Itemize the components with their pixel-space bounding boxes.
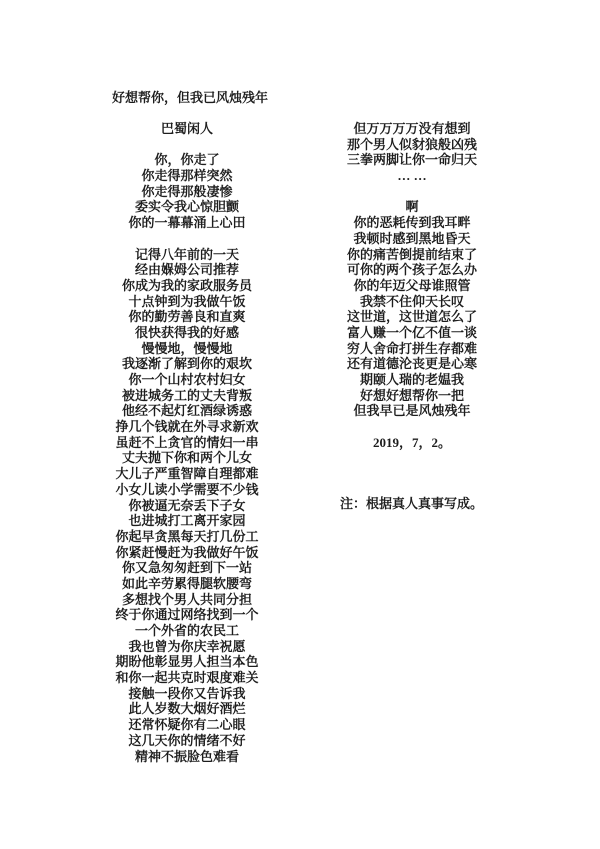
poem-line: 也进城打工离开家园 [128,513,246,529]
poem-author: 巴蜀闲人 [160,121,213,136]
poem-line: 还常怀疑你有二心眼 [128,717,246,733]
poem-line: 期颐人瑞的老媪我 [359,372,464,387]
right-column-lines [272,121,552,419]
poem-line: 还有道德沦丧更是心寒 [346,356,477,372]
poem-line: 你紧赶慢赶为我做好午饭 [115,544,259,560]
poem-line: 精神不振脸色难看 [134,748,239,764]
poem-line: 你成为我的家政服务员 [121,277,252,293]
poem-line: … … [397,168,427,184]
right-column [272,121,552,450]
poem-line: 小女儿读小学需要不少钱 [115,481,259,497]
poem-line: 接触一段你又告诉我 [128,685,246,701]
poem-line: 记得八年前的一天 [134,246,239,262]
poem-line: 你走得那样突然 [141,168,233,184]
poem-line: 一个外省的农民工 [134,623,239,638]
poem-line: 期盼他彰显男人担当本色 [115,654,259,670]
poem-line: 十点钟到为我做午饭 [128,293,246,309]
poem-line: 你被逼无奈丢下子女 [128,497,246,513]
poem-line: 你一个山村农村妇女 [128,372,246,387]
poem-line: 被进城务工的丈夫背叛 [121,387,252,403]
poem-line: 经由媬姆公司推荐 [134,262,239,278]
poem-line: 但万万万万没有想到 [353,121,471,136]
poem-line: 可你的两个孩子怎么办 [346,262,477,278]
poem-title: 好想帮你，但我已风烛残年 [112,90,269,105]
spacer-row [272,419,552,435]
poem-line: 委实令我心惊胆颤 [134,199,239,215]
poem-line: 三拳两脚让你一命归天 [346,152,477,168]
poem-note: 注：根据真人真事写成。 [340,496,484,511]
poem-line: 你又急匆匆赶到下一站 [121,560,252,576]
poem-line: 但我早已是风烛残年 [353,403,471,419]
poem-line: 那个男人似豺狼般凶残 [346,136,477,152]
poem-line: 如此辛劳累得腿软腰弯 [121,575,252,591]
poem-line: 穷人舍命打拼生存都难 [346,340,477,356]
poem-line: 终于你通过网络找到一个 [115,607,259,623]
poem-line: 好想好想帮你一把 [359,387,464,403]
poem-line: 大儿子严重智障自理都难 [115,466,259,482]
poem-line: 你的勤劳善良和直爽 [128,309,246,325]
poem-line: 他经不起灯红酒绿诱惑 [121,403,252,419]
poem-line: 多想找个男人共同分担 [121,591,252,607]
poem-line: 我逐渐了解到你的艰坎 [121,356,252,372]
poem-line: 我顿时感到黑地昏天 [353,230,471,246]
poem-date: 2019，7，2。 [372,434,451,450]
poem-line: 你的恶耗传到我耳畔 [353,215,471,231]
poem-line: 你，你走了 [154,152,220,168]
poem-line: 我也曾为你庆幸祝愿 [128,638,246,654]
poem-line: 和你一起共克时艰度难关 [115,670,259,686]
poem-line: 你的痛苦倒提前结束了 [346,246,477,262]
poem-line: 你的年迈父母谁照管 [353,277,471,293]
poem-line: 你走得那般凄惨 [141,183,233,199]
poem-line: 我禁不住仰天长叹 [359,293,464,309]
poem-line: 虽赶不上贪官的情妇一串 [115,434,259,450]
poem-line: 你的一幕幕涌上心田 [128,215,246,231]
poem-line: 富人赚一个亿不值一谈 [346,324,477,340]
poem-line: 挣几个钱就在外寻求新欢 [115,419,259,435]
poem-line: 丈夫抛下你和两个儿女 [121,450,252,466]
poem-line: 这几天你的情绪不好 [128,732,246,748]
poem-line: 此人岁数大烟好酒烂 [128,701,246,717]
poem-line: 慢慢地，慢慢地 [141,340,233,356]
poem-line: 这世道，这世道怎么了 [346,309,477,325]
poem-line: 很快获得我的好感 [134,324,239,340]
poem-line: 你起早贪黑每天打几份工 [115,528,259,544]
stanza-break [272,184,552,200]
poem-line: 啊 [405,199,419,215]
